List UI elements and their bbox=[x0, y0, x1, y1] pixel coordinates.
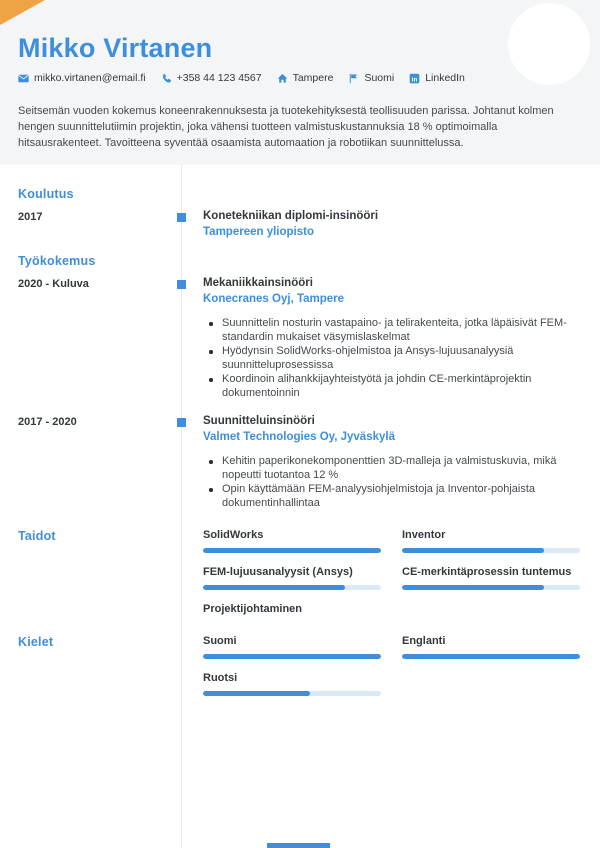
language-item bbox=[203, 672, 381, 696]
entry-date: 2017 bbox=[18, 211, 43, 223]
school-name: Tampereen yliopisto bbox=[203, 226, 314, 238]
contact-email-text: mikko.virtanen@email.fi bbox=[34, 72, 146, 84]
corner-accent-triangle bbox=[0, 0, 45, 25]
job-bullet: Kehitin paperikonekomponenttien 3D-malleja ja valmistuskuvia, mikä nopeutti tuotantoa 12 % bbox=[203, 455, 571, 482]
skill-level-bar bbox=[203, 585, 381, 590]
profile-photo-placeholder bbox=[508, 3, 590, 85]
job-bullet-list bbox=[203, 455, 571, 510]
contact-phone bbox=[161, 72, 262, 84]
skill-item bbox=[402, 566, 580, 590]
language-item bbox=[203, 635, 381, 659]
employer-name: Valmet Technologies Oy, Jyväskylä bbox=[203, 431, 395, 443]
language-label: Suomi bbox=[203, 635, 237, 647]
language-level-fill bbox=[203, 654, 381, 659]
entry-date: 2017 - 2020 bbox=[18, 416, 77, 428]
skill-label: Inventor bbox=[402, 529, 446, 541]
language-level-fill bbox=[203, 691, 310, 696]
envelope-icon bbox=[18, 73, 29, 84]
section-heading-experience: Työkokemus bbox=[18, 254, 96, 268]
entry-marker-square bbox=[177, 213, 186, 222]
next-page-indicator bbox=[267, 843, 330, 848]
contact-country bbox=[348, 72, 394, 84]
language-level-bar bbox=[203, 654, 381, 659]
experience-entry-2 bbox=[0, 415, 600, 511]
job-bullet: Suunnittelin nosturin vastapaino- ja telirakenteita, jotka läpäisivät FEM-standardin mukaiset väsymislaskelmat bbox=[203, 317, 571, 344]
job-bullet: Opin käyttämään FEM-analyysiohjelmistoja ja Inventor-pohjaista dokumentinhallintaa bbox=[203, 483, 571, 510]
employer-name: Konecranes Oyj, Tampere bbox=[203, 293, 345, 305]
flag-icon bbox=[348, 73, 359, 84]
language-level-fill bbox=[402, 654, 580, 659]
job-title: Mekaniikkainsinööri bbox=[203, 277, 313, 289]
contact-linkedin-text: LinkedIn bbox=[425, 72, 465, 84]
contact-city-text: Tampere bbox=[292, 72, 334, 84]
contact-phone-text: +358 44 123 4567 bbox=[176, 72, 262, 84]
section-education-heading-row bbox=[0, 187, 600, 201]
skill-item bbox=[203, 566, 381, 590]
resume-body bbox=[0, 165, 600, 848]
section-heading-education: Koulutus bbox=[18, 187, 74, 201]
skill-label: SolidWorks bbox=[203, 529, 264, 541]
job-title: Suunnitteluinsinööri bbox=[203, 415, 315, 427]
section-languages bbox=[0, 635, 600, 696]
degree-title: Konetekniikan diplomi-insinööri bbox=[203, 210, 379, 222]
skills-grid bbox=[203, 529, 580, 615]
job-bullet-list bbox=[203, 317, 571, 400]
phone-icon bbox=[161, 73, 172, 84]
skill-level-fill bbox=[203, 548, 381, 553]
summary-text: Seitsemän vuoden kokemus koneenrakennuksesta ja tuotekehityksestä teollisuuden parissa. Johtanut kolmen hengen suunnittelutiimin projektin, joka vähensi tuotteen valmistuskustannuksia 18 % optimoimalla hitsausrakenteet. Tavoitteena syventää osaamista automaation ja robotiikan suunnittelussa. bbox=[18, 105, 554, 149]
language-label: Ruotsi bbox=[203, 672, 238, 684]
svg-text:in: in bbox=[411, 75, 418, 83]
language-level-bar bbox=[402, 654, 580, 659]
entry-marker-square bbox=[177, 280, 186, 289]
section-heading-skills: Taidot bbox=[18, 529, 56, 543]
contact-row bbox=[18, 72, 578, 84]
job-bullet: Hyödynsin SolidWorks-ohjelmistoa ja Ansys-lujuusanalyysiä suunnitteluprosessissa bbox=[203, 345, 571, 372]
skill-item bbox=[402, 529, 580, 553]
contact-email[interactable] bbox=[18, 72, 146, 84]
section-experience-heading-row bbox=[0, 254, 600, 268]
skill-item bbox=[203, 603, 381, 615]
skill-level-bar bbox=[402, 585, 580, 590]
home-icon bbox=[277, 73, 288, 84]
linkedin-icon bbox=[409, 73, 420, 84]
languages-grid bbox=[203, 635, 580, 696]
skill-level-fill bbox=[402, 585, 544, 590]
section-heading-languages: Kielet bbox=[18, 635, 54, 649]
section-skills bbox=[0, 529, 600, 615]
skill-level-fill bbox=[402, 548, 544, 553]
skill-label: CE-merkintäprosessin tuntemus bbox=[402, 566, 572, 578]
experience-entry-1 bbox=[0, 277, 600, 401]
skill-item bbox=[203, 529, 381, 553]
contact-city bbox=[277, 72, 334, 84]
contact-linkedin[interactable] bbox=[409, 72, 465, 84]
resume-header bbox=[0, 0, 600, 165]
entry-marker-square bbox=[177, 418, 186, 427]
contact-country-text: Suomi bbox=[364, 72, 395, 84]
skill-level-bar bbox=[402, 548, 580, 553]
skill-level-fill bbox=[203, 585, 345, 590]
language-item bbox=[402, 635, 580, 659]
language-level-bar bbox=[203, 691, 381, 696]
candidate-name: Mikko Virtanen bbox=[18, 33, 213, 63]
job-bullet: Koordinoin alihankkijayhteistyötä ja johdin CE-merkintäprojektin dokumentoinnin bbox=[203, 373, 571, 400]
entry-date: 2020 - Kuluva bbox=[18, 278, 89, 290]
language-label: Englanti bbox=[402, 635, 446, 647]
skill-label: FEM-lujuusanalyysit (Ansys) bbox=[203, 566, 353, 578]
skill-label: Projektijohtaminen bbox=[203, 603, 303, 615]
skill-level-bar bbox=[203, 548, 381, 553]
education-entry bbox=[0, 210, 600, 238]
